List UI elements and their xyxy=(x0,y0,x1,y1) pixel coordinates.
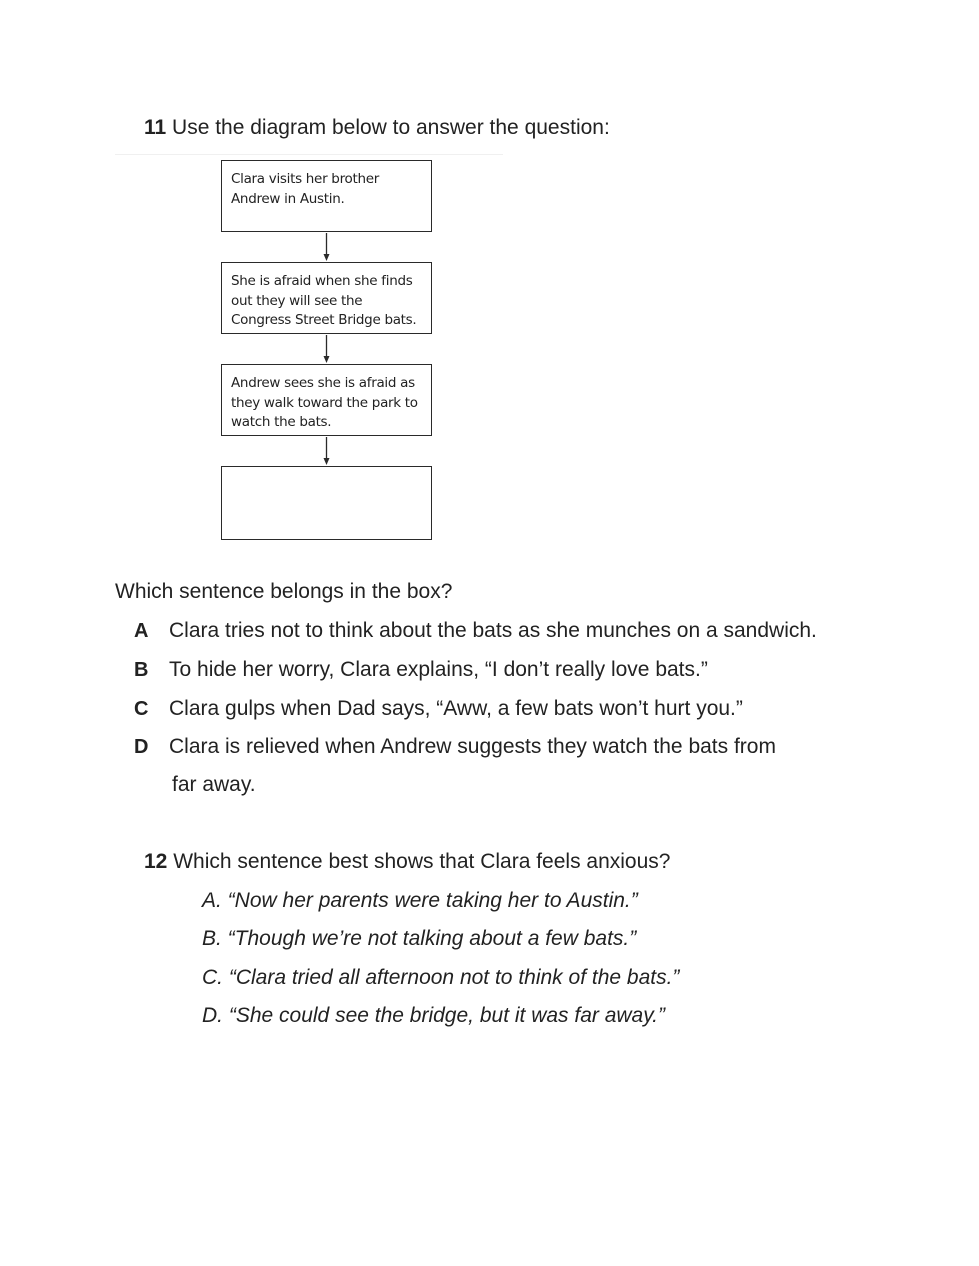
option-letter: B xyxy=(134,659,149,681)
flowchart-box-3: Andrew sees she is afraid as they walk toward the park to watch the bats. xyxy=(221,364,432,436)
option-d[interactable]: D. “She could see the bridge, but it was far away.” xyxy=(202,1004,666,1027)
question-prompt: Which sentence best shows that Clara feels anxious? xyxy=(173,850,671,873)
option-text: Clara tries not to think about the bats as she munches on a sandwich. xyxy=(169,619,817,642)
option-b[interactable]: B. “Though we’re not talking about a few bats.” xyxy=(202,927,637,950)
flow-arrowhead-3 xyxy=(324,458,330,465)
option-text-continuation: far away. xyxy=(172,773,256,796)
flowchart-arrows xyxy=(0,0,979,560)
option-text: To hide her worry, Clara explains, “I don’t really love bats.” xyxy=(169,658,708,681)
flow-arrowhead-2 xyxy=(324,356,330,363)
question-12-stem xyxy=(144,850,670,874)
flowchart-box-1: Clara visits her brother Andrew in Austin. xyxy=(221,160,432,232)
question-number: 11 xyxy=(144,116,167,139)
subquestion-text: Which sentence belongs in the box? xyxy=(115,580,453,603)
option-letter: A xyxy=(134,620,149,642)
flowchart-answer-box xyxy=(221,466,432,540)
diagram-top-rule xyxy=(115,154,503,155)
option-text: Clara is relieved when Andrew suggests they watch the bats from xyxy=(169,735,776,758)
option-letter: D xyxy=(134,736,149,758)
option-c[interactable]: C. “Clara tried all afternoon not to think of the bats.” xyxy=(202,966,680,989)
option-letter: C xyxy=(134,698,149,720)
flow-arrowhead-1 xyxy=(324,254,330,261)
option-text: Clara gulps when Dad says, “Aww, a few bats won’t hurt you.” xyxy=(169,697,743,720)
question-prompt: Use the diagram below to answer the question: xyxy=(172,116,610,139)
question-number: 12 xyxy=(144,850,168,873)
question-11-stem xyxy=(144,116,610,140)
option-a[interactable]: A. “Now her parents were taking her to Austin.” xyxy=(202,889,638,912)
flowchart-box-2: She is afraid when she finds out they will see the Congress Street Bridge bats. xyxy=(221,262,432,334)
